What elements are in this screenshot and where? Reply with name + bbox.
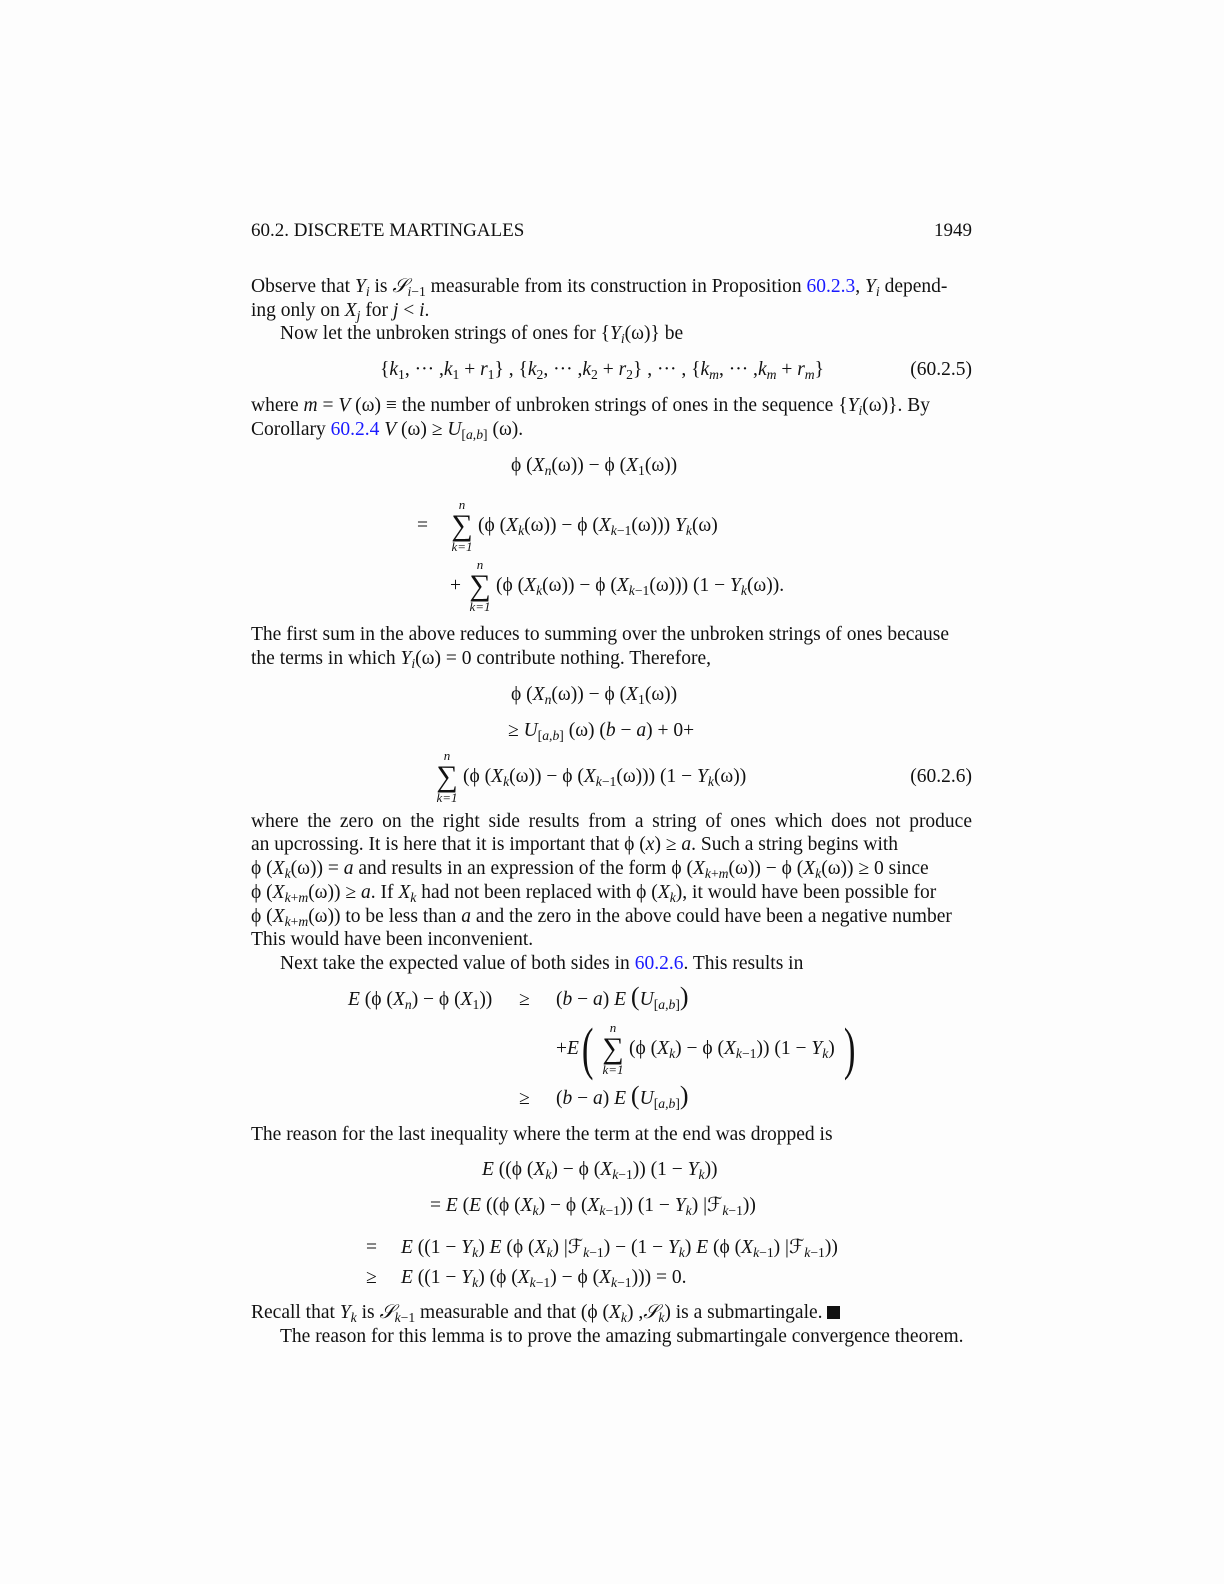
equation: ϕ $(X_n(\omega)) - \phi$ $(X_1(\omega))$ — [511, 455, 678, 479]
equation: (ϕ $(X_k(\omega)) - \phi$ $(X_{k-1}(\omega))$) $(1 - Y_k(\omega))$. — [496, 575, 785, 599]
geq-sign: ≥ — [366, 1267, 377, 1288]
link-proposition[interactable]: 60.2.3 — [806, 276, 856, 297]
paragraph-line: where m = V (ω) ≡ the number of unbroken strings of ones in the sequence $\{Y_i(\omega)\}$. By — [251, 395, 930, 419]
equation-label: (60.2.6) — [910, 766, 972, 787]
paragraph-line: ϕ $(X_{k+m}(\omega)) \ge a$. If $X_k$ had not been replaced with ϕ $(X_k)$, it would have been possible for — [251, 882, 937, 906]
paragraph-line: Now let the unbroken strings of ones for $\{Y_i(\omega)\}$ be — [280, 323, 684, 347]
equation: ϕ $(X_n(\omega)) - \phi$ $(X_1(\omega))$ — [511, 684, 678, 708]
paragraph-line: ϕ $(X_{k+m}(\omega))$ to be less than a and the zero in the above could have been a negative number — [251, 906, 952, 930]
equation: E ($(1 - Y_k)$ E (ϕ $(X_k)$ |ℱ$_{k-1}$) − $(1 - Y_k)$ E (ϕ $(X_{k-1})$ |ℱ$_{k-1}$)) — [401, 1237, 838, 1261]
qed-icon — [827, 1306, 840, 1319]
equation: E (ϕ $(X_n) - \phi$ $(X_1)$) — [348, 989, 493, 1013]
equation: E ($(1 - Y_k)$ (ϕ $(X_{k-1}) - \phi$ $(X_{k-1}))) = 0$. — [401, 1267, 687, 1291]
summation: n ∑ k=1 — [451, 497, 473, 554]
equation-60-2-5: {$k_1$, ··· $,k_1 + r_1$} , {$k_2$, ··· $,k_2 + r_2$} , ··· , {$k_m$, ··· $,k_m + r_m$} — [380, 359, 825, 383]
equation: (b − a) E $(U_{[a,b]})$ — [556, 1081, 689, 1112]
paragraph-line: Next take the expected value of both sides in 60.2.6. This results in — [280, 953, 804, 974]
paragraph-line: ϕ $(X_k(\omega)) = a$ and results in an expression of the form ϕ $(X_{k+m}(\omega)) - \phi$ $(X_k(\omega)) \ge 0$ since — [251, 858, 929, 882]
equation: = E (E ((ϕ $(X_k) - \phi$ $(X_{k-1})$) $(1 - Y_k)$ |ℱ$_{k-1}$)) — [430, 1195, 756, 1219]
link-corollary[interactable]: 60.2.4 — [330, 419, 380, 440]
equation: +E — [556, 1038, 579, 1059]
big-paren: ) — [843, 1016, 856, 1081]
geq-sign: ≥ — [519, 989, 530, 1010]
summation: n ∑ k=1 — [602, 1020, 624, 1077]
equals-sign: = — [366, 1237, 377, 1258]
paragraph-line: where the zero on the right side results from a string of ones which does not produce — [251, 811, 972, 832]
equation-label: (60.2.5) — [910, 359, 972, 380]
page-number: 1949 — [934, 220, 972, 241]
equation-60-2-6: (ϕ $(X_k(\omega)) - \phi$ $(X_{k-1}(\omega))$) $(1 - Y_k(\omega))$ — [463, 766, 747, 790]
paragraph-line: Recall that $Y_k$ is 𝒮$_{k-1}$ measurable and that (ϕ $(X_k)$ ,𝒮$_k$) is a submartingale. — [251, 1301, 840, 1325]
paragraph-line: ing only on $X_j$ for j < i. — [251, 300, 430, 324]
paragraph-line: The reason for this lemma is to prove the amazing submartingale convergence theorem. — [280, 1326, 964, 1347]
paragraph-line: The reason for the last inequality where the term at the end was dropped is — [251, 1124, 833, 1145]
summation: n ∑ k=1 — [469, 557, 491, 614]
equation: E ((ϕ $(X_k) - \phi$ $(X_{k-1})$) $(1 - Y_k)$) — [482, 1159, 718, 1183]
plus-sign: + — [450, 575, 461, 596]
paragraph-line: Corollary 60.2.4 V $(\omega) \ge U_{[a,b]}$ (ω). — [251, 419, 524, 443]
paragraph-line: The first sum in the above reduces to summing over the unbroken strings of ones because — [251, 624, 950, 645]
paragraph-line: This would have been inconvenient. — [251, 929, 534, 950]
paragraph-line: an upcrossing. It is here that it is important that ϕ (x) ≥ a. Such a string begins with — [251, 834, 899, 855]
geq-sign: ≥ — [519, 1088, 530, 1109]
summation: n ∑ k=1 — [436, 748, 458, 805]
paragraph-line: Observe that $Y_i$ is 𝒮$_{i-1}$ measurable from its construction in Proposition 60.2.3, $Y_i$ depend- — [251, 276, 948, 300]
equation: ≥ $U_{[a,b]}$ (ω) (b − a) + 0+ — [508, 720, 695, 744]
equation: (ϕ $(X_k) - \phi$ $(X_{k-1})$) $(1 - Y_k)$ — [629, 1038, 835, 1062]
equation: (ϕ $(X_k(\omega)) - \phi$ $(X_{k-1}(\omega))$) $Y_k(\omega)$ — [478, 515, 718, 539]
link-equation[interactable]: 60.2.6 — [634, 953, 684, 974]
equals-sign: = — [417, 515, 428, 536]
running-header: 60.2. DISCRETE MARTINGALES — [251, 220, 525, 241]
big-paren: ( — [581, 1016, 594, 1081]
equation: (b − a) E $(U_{[a,b]})$ — [556, 982, 689, 1013]
paragraph-line: the terms in which $Y_i(\omega) = 0$ contribute nothing. Therefore, — [251, 648, 711, 672]
